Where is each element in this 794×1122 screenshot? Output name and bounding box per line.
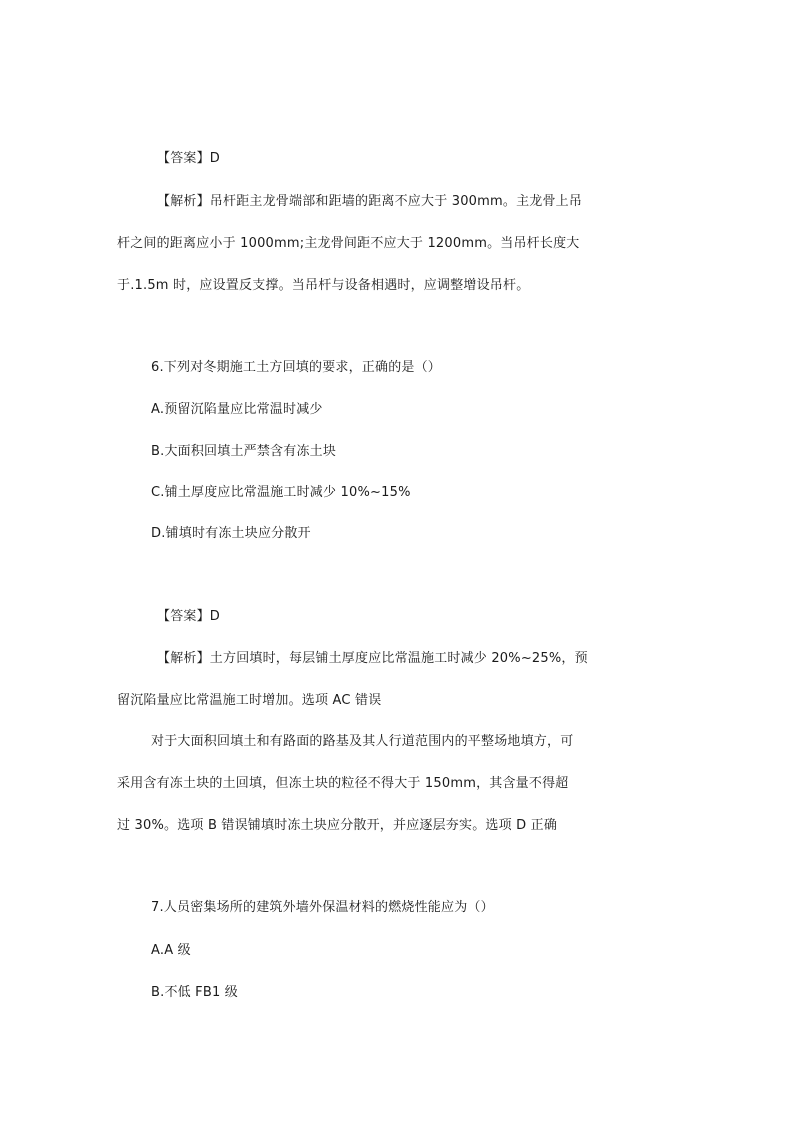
analysis-2-line-2: 留沉陷量应比常温施工时增加。选项 AC 错误	[117, 693, 382, 708]
answer-label-2: 【答案】D	[157, 609, 221, 624]
question-6-option-c: C.铺土厚度应比常温施工时减少 10%~15%	[151, 485, 411, 500]
analysis-2-line-3: 对于大面积回填土和有路面的路基及其人行道范围内的平整场地填方，可	[151, 734, 574, 749]
question-6-option-d: D.铺填时有冻土块应分散开	[151, 526, 311, 541]
question-7-stem: 7.人员密集场所的建筑外墙外保温材料的燃烧性能应为（）	[151, 900, 494, 915]
question-7-option-b: B.不低 FB1 级	[151, 985, 238, 1000]
analysis-1-line-2: 杆之间的距离应小于 1000mm;主龙骨间距不应大于 1200mm。当吊杆长度大	[117, 236, 580, 251]
analysis-1-line-3: 于.1.5m 时，应设置反支撑。当吊杆与设备相遇时，应调整增设吊杆。	[117, 278, 530, 293]
question-6-option-b: B.大面积回填土严禁含有冻土块	[151, 444, 337, 459]
question-6-option-a: A.预留沉陷量应比常温时减少	[151, 402, 323, 417]
analysis-2-line-4: 采用含有冻土块的土回填，但冻土块的粒径不得大于 150mm，其含量不得超	[117, 776, 569, 791]
answer-label-1: 【答案】D	[157, 151, 221, 166]
question-7-option-a: A.A 级	[151, 943, 191, 958]
analysis-2-line-5: 过 30%。选项 B 错误铺填时冻土块应分散开，并应逐层夯实。选项 D 正确	[117, 818, 558, 833]
question-6-stem: 6.下列对冬期施工土方回填的要求，正确的是（）	[151, 360, 442, 375]
analysis-2-line-1: 【解析】土方回填时，每层铺土厚度应比常温施工时减少 20%~25%，预	[157, 651, 588, 666]
analysis-1-line-1: 【解析】吊杆距主龙骨端部和距墙的距离不应大于 300mm。主龙骨上吊	[157, 194, 583, 209]
